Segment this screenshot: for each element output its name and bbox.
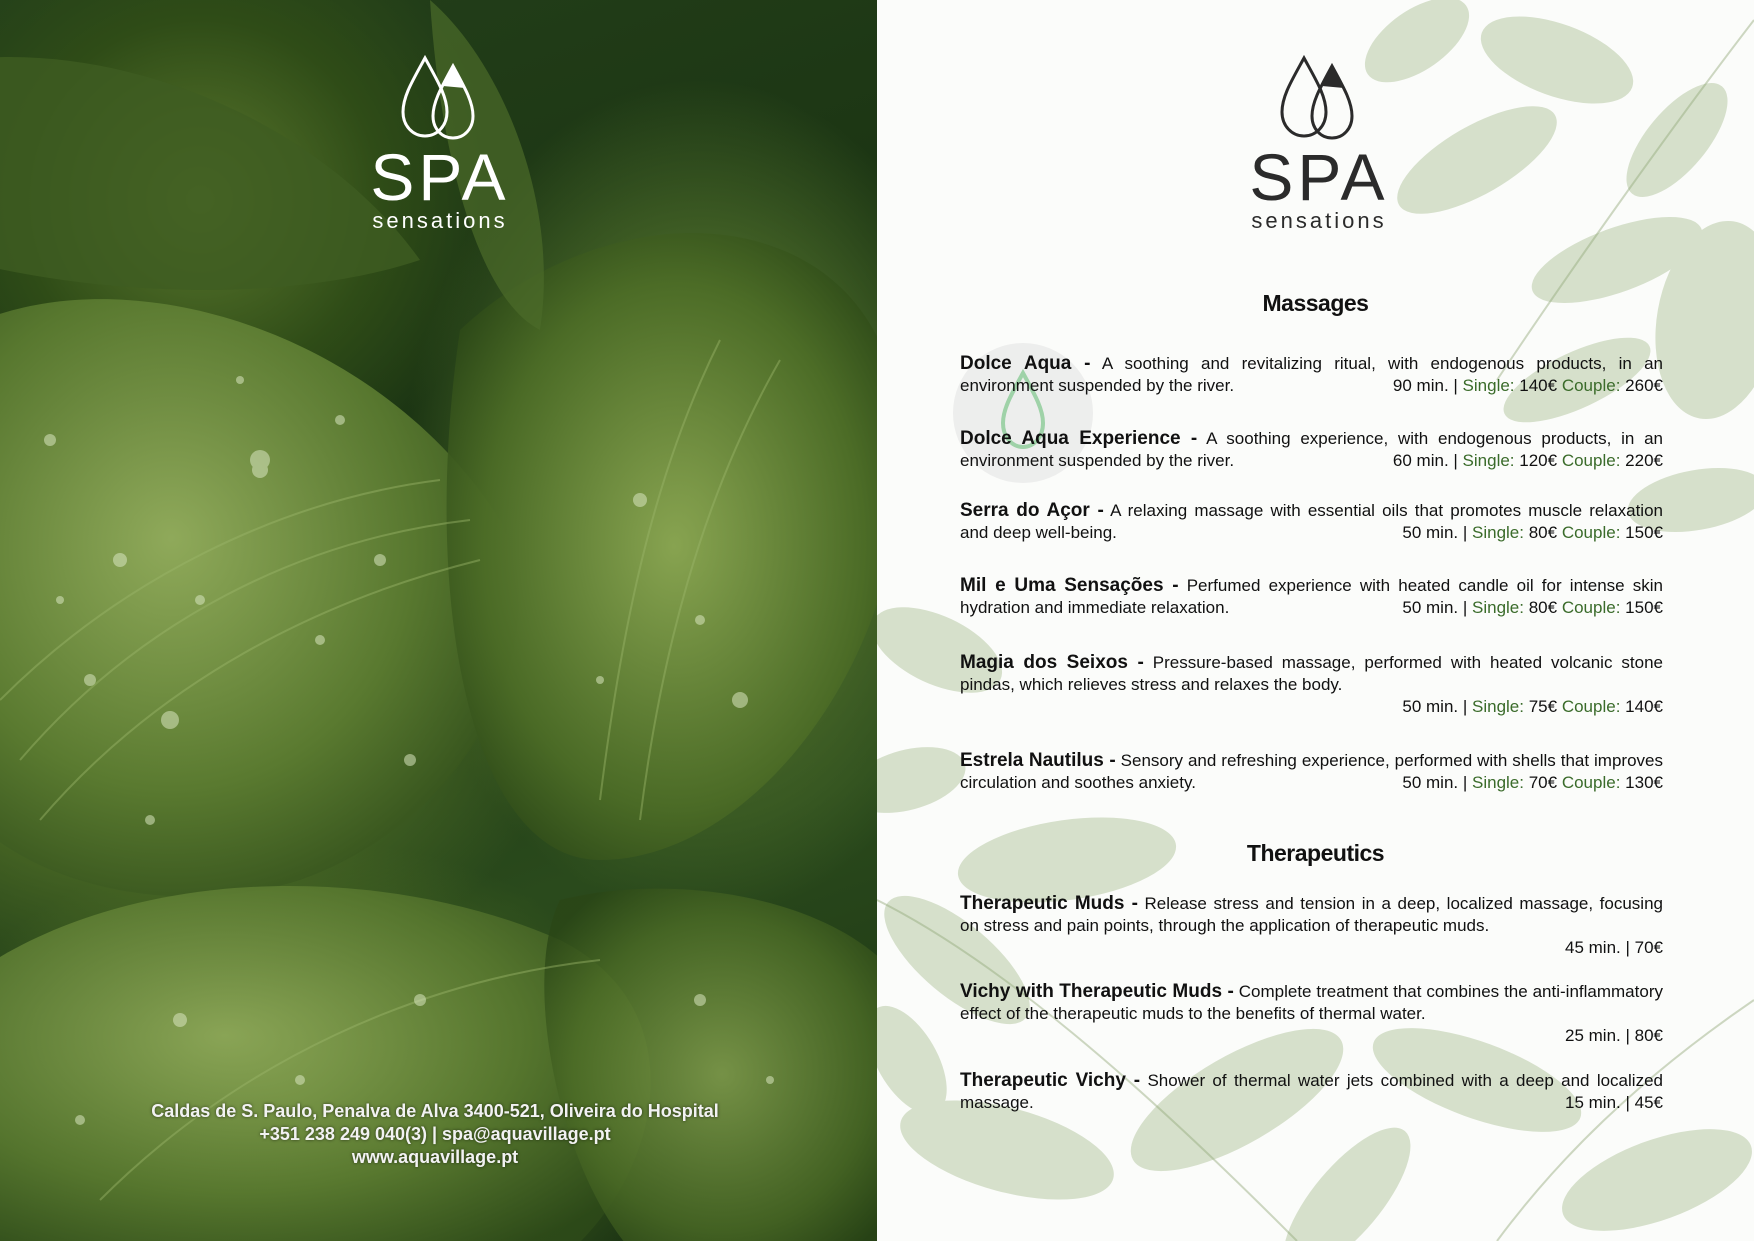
logo-title: SPA <box>1249 140 1389 214</box>
item-duration: 60 min. | <box>1392 451 1458 470</box>
massage-item <box>960 500 1663 544</box>
item-duration: 50 min. | <box>1402 697 1468 716</box>
contact-info <box>120 1100 750 1169</box>
water-drops-mountain-logo-icon <box>395 50 485 140</box>
single-label: Single: <box>1472 697 1524 716</box>
single-price: 120€ <box>1519 451 1558 470</box>
spa-logo <box>360 50 520 232</box>
spa-logo <box>1239 50 1399 232</box>
item-name: Vichy with Therapeutic Muds - <box>960 981 1234 1002</box>
item-name: Mil e Uma Sensações - <box>960 575 1179 596</box>
massage-item <box>960 428 1663 472</box>
single-price: 140€ <box>1519 376 1558 395</box>
item-duration: 90 min. | <box>1392 376 1458 395</box>
therapeutic-item <box>960 893 1663 959</box>
item-description: Release stress and tension in a deep, localized massage, focusing on stress and pain points, through the application of therapeutic muds. <box>960 894 1663 935</box>
item-description: A soothing experience, with endogenous products, in an environment suspended by the river. <box>960 429 1664 470</box>
single-price: 75€ <box>1528 697 1558 716</box>
menu-panel <box>877 0 1754 1241</box>
single-label: Single: <box>1472 773 1524 792</box>
couple-label: Couple: <box>1561 773 1621 792</box>
item-price: 45 min. | 70€ <box>1565 938 1663 957</box>
massage-item <box>960 750 1663 794</box>
single-label: Single: <box>1472 523 1524 542</box>
single-label: Single: <box>1462 376 1515 395</box>
couple-label: Couple: <box>1561 451 1621 470</box>
couple-label: Couple: <box>1561 376 1621 395</box>
item-name: Magia dos Seixos - <box>960 652 1144 673</box>
single-label: Single: <box>1472 598 1524 617</box>
item-name: Estrela Nautilus - <box>960 750 1116 771</box>
therapeutic-item <box>960 981 1663 1047</box>
item-description: Pressure-based massage, performed with heated volcanic stone pindas, which relieves stress and relaxes the body. <box>960 653 1663 694</box>
item-price: 25 min. | 80€ <box>1565 1026 1663 1045</box>
item-name: Dolce Aqua - <box>960 353 1091 374</box>
item-description: Complete treatment that combines the anti-inflammatory effect of the therapeutic muds to the benefits of thermal water. <box>960 982 1663 1023</box>
item-description: A soothing and revitalizing ritual, with endogenous products, in an environment suspended by the river. <box>960 354 1663 395</box>
couple-price: 140€ <box>1625 697 1663 716</box>
item-duration: 50 min. | <box>1402 598 1468 617</box>
single-price: 80€ <box>1528 523 1558 542</box>
therapeutic-item <box>960 1070 1663 1114</box>
massage-item <box>960 652 1663 718</box>
address-text: Caldas de S. Paulo, Penalva de Alva 3400-521, Oliveira do Hospital <box>151 1101 719 1121</box>
single-price: 70€ <box>1528 773 1558 792</box>
single-label: Single: <box>1462 451 1515 470</box>
couple-price: 220€ <box>1625 451 1663 470</box>
water-drops-mountain-logo-icon <box>1274 50 1364 140</box>
logo-title: SPA <box>370 140 510 214</box>
couple-price: 130€ <box>1625 773 1663 792</box>
item-duration: 50 min. | <box>1402 523 1468 542</box>
massage-item <box>960 353 1663 397</box>
item-description: A relaxing massage with essential oils that promotes muscle relaxation and deep well-being. <box>960 501 1663 542</box>
logo-subtitle: sensations <box>372 208 508 233</box>
logo-subtitle: sensations <box>1251 208 1387 233</box>
item-description: Shower of thermal water jets combined with a deep and localized massage. <box>960 1071 1663 1112</box>
item-name: Therapeutic Muds - <box>960 893 1138 914</box>
therapeutics-heading: Therapeutics <box>1246 840 1385 866</box>
item-price: 15 min. | 45€ <box>1565 1093 1663 1112</box>
couple-label: Couple: <box>1561 523 1621 542</box>
item-name: Dolce Aqua Experience - <box>960 428 1198 449</box>
item-duration: 50 min. | <box>1402 773 1468 792</box>
item-name: Therapeutic Vichy - <box>960 1070 1141 1091</box>
phone-email-text: +351 238 249 040(3) | spa@aquavillage.pt <box>259 1124 611 1144</box>
massages-heading: Massages <box>1262 290 1369 316</box>
massage-item <box>960 575 1663 619</box>
couple-price: 150€ <box>1625 598 1663 617</box>
couple-price: 150€ <box>1625 523 1663 542</box>
item-description: Perfumed experience with heated candle oil for intense skin hydration and immediate relaxation. <box>960 576 1663 617</box>
item-description: Sensory and refreshing experience, performed with shells that improves circulation and soothes anxiety. <box>960 751 1663 792</box>
item-name: Serra do Açor - <box>960 500 1104 521</box>
couple-label: Couple: <box>1561 598 1621 617</box>
couple-price: 260€ <box>1625 376 1663 395</box>
website-text: www.aquavillage.pt <box>351 1147 519 1167</box>
single-price: 80€ <box>1528 598 1558 617</box>
couple-label: Couple: <box>1561 697 1621 716</box>
